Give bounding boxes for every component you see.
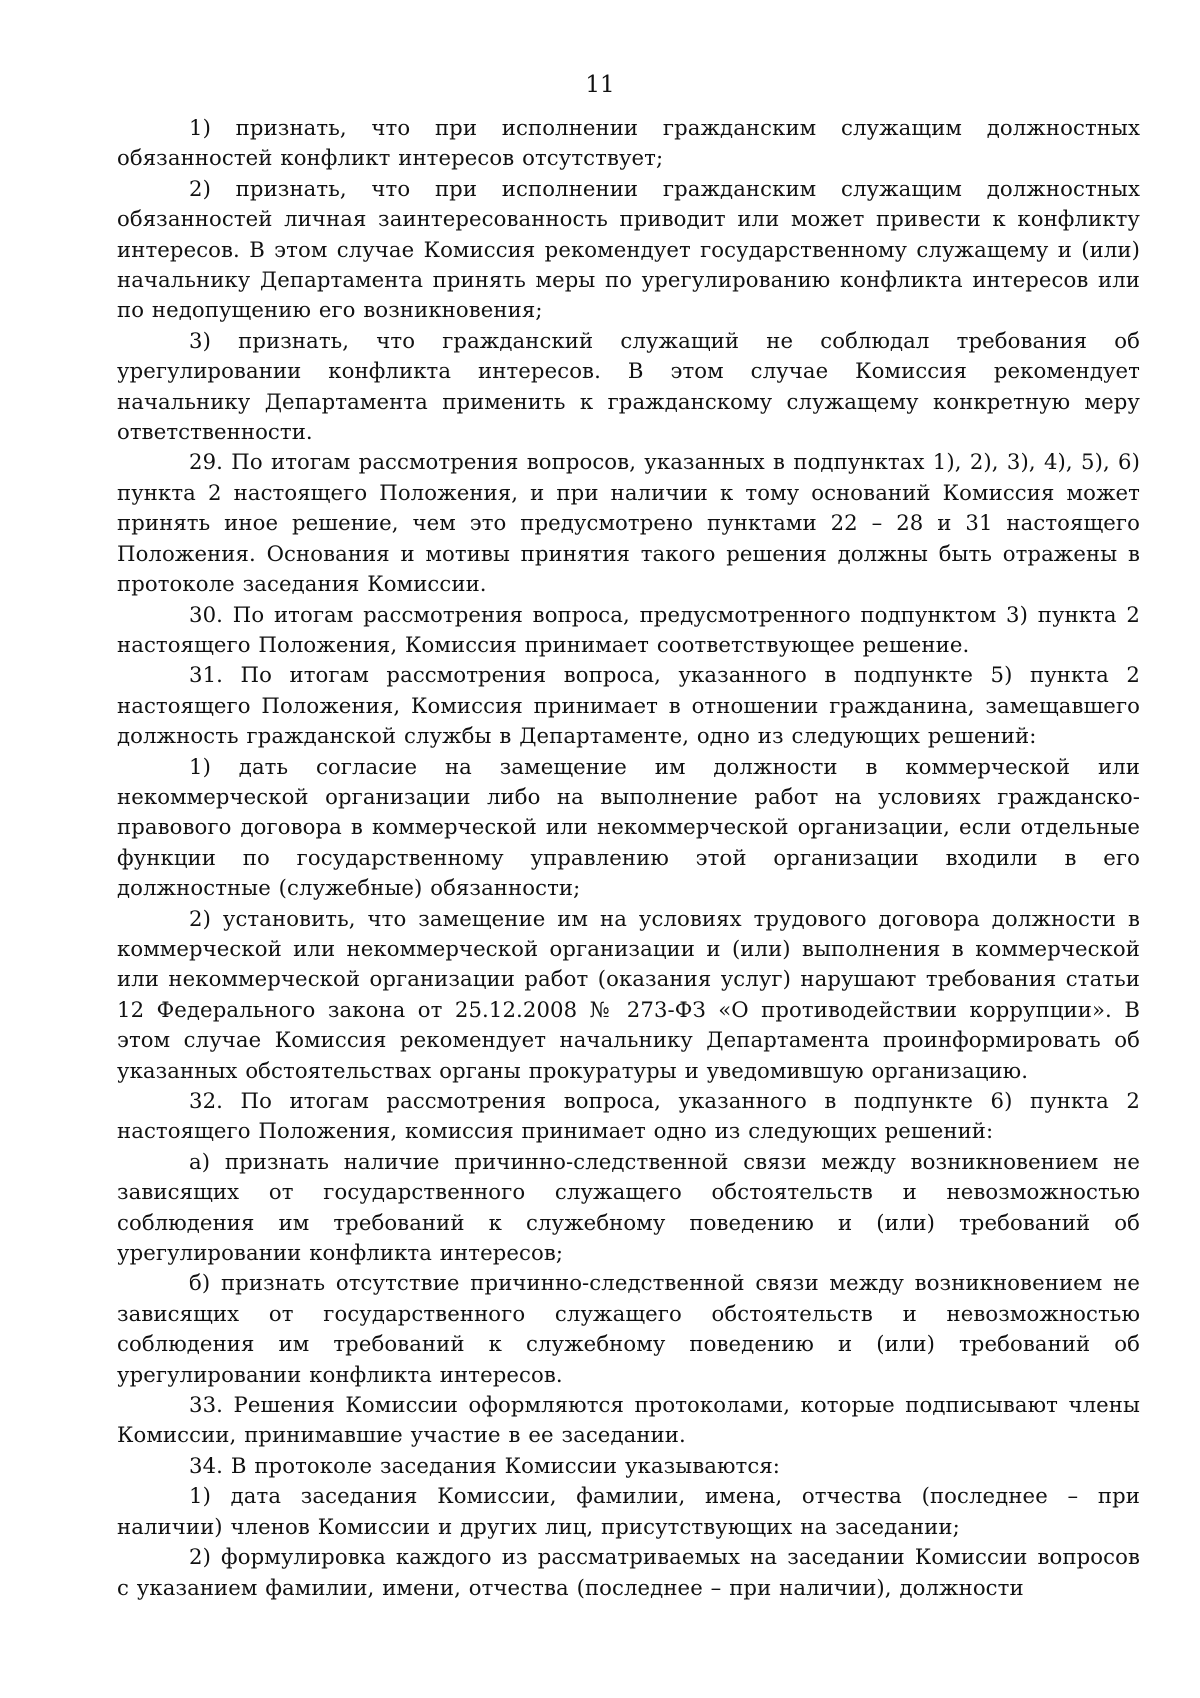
paragraph-31-item-2: 2) установить, что замещение им на условиях трудового договора должности в коммерческой или некоммерческой организации и (или) выполнения в коммерческой или некоммерческой организации работ (оказания услуг) нарушают требования статьи 12 Федерального закона от 25.12.2008 № 273-ФЗ «О противодействии коррупции». В этом случае Комиссия рекомендует начальнику Департамента проинформировать об указанных обстоятельствах органы прокуратуры и уведомившую организацию.: [117, 905, 1140, 1083]
paragraph-item-1-no-conflict: 1) признать, что при исполнении гражданским служащим должностных обязанностей конфликт интересов отсутствует;: [117, 115, 1140, 171]
paragraph-34: 34. В протоколе заседания Комиссии указываются:: [189, 1452, 781, 1478]
paragraph-33: 33. Решения Комиссии оформляются протоколами, которые подписывают члены Комиссии, принимавшие участие в ее заседании.: [117, 1392, 1140, 1448]
document-body: [117, 113, 1140, 1603]
paragraph-30: 30. По итогам рассмотрения вопроса, предусмотренного подпунктом 3) пункта 2 настоящего Положения, Комиссия принимает соответствующее решение.: [117, 601, 1140, 657]
paragraph-31-item-1: 1) дать согласие на замещение им должности в коммерческой или некоммерческой организации либо на выполнение работ на условиях гражданско-правового договора в коммерческой или некоммерческой организации, если отдельные функции по государственному управлению этой организации входили в его должностные (служебные) обязанности;: [117, 753, 1140, 901]
paragraph-item-2-personal-interest: 2) признать, что при исполнении гражданским служащим должностных обязанностей личная заинтересованность приводит или может привести к конфликту интересов. В этом случае Комиссия рекомендует государственному служащему и (или) начальнику Департамента принять меры по урегулированию конфликта интересов или по недопущению его возникновения;: [117, 175, 1140, 323]
paragraph-32-item-a: а) признать наличие причинно-следственной связи между возникновением не зависящих от государственного служащего обстоятельств и невозможностью соблюдения им требований к служебному поведению и (или) требований об урегулировании конфликта интересов;: [117, 1148, 1140, 1266]
paragraph-31: 31. По итогам рассмотрения вопроса, указанного в подпункте 5) пункта 2 настоящего Положения, Комиссия принимает в отношении гражданина, замещавшего должность гражданской службы в Департаменте, одно из следующих решений:: [117, 662, 1140, 749]
paragraph-item-3-violation: 3) признать, что гражданский служащий не соблюдал требования об урегулировании конфликта интересов. В этом случае Комиссия рекомендует начальнику Департамента применить к гражданскому служащему конкретную меру ответственности.: [117, 327, 1140, 445]
paragraph-32-item-b: б) признать отсутствие причинно-следственной связи между возникновением не зависящих от государственного служащего обстоятельств и невозможностью соблюдения им требований к служебному поведению и (или) требований об урегулировании конфликта интересов.: [117, 1270, 1140, 1387]
paragraph-29: 29. По итогам рассмотрения вопросов, указанных в подпунктах 1), 2), 3), 4), 5), 6) пункта 2 настоящего Положения, и при наличии к тому оснований Комиссия может принять иное решение, чем это предусмотрено пунктами 22 – 28 и 31 настоящего Положения. Основания и мотивы принятия такого решения должны быть отражены в протоколе заседания Комиссии.: [117, 449, 1140, 597]
page-number: 11: [585, 72, 615, 98]
paragraph-32: 32. По итогам рассмотрения вопроса, указанного в подпункте 6) пункта 2 настоящего Положения, комиссия принимает одно из следующих решений:: [117, 1088, 1140, 1144]
paragraph-34-item-2: 2) формулировка каждого из рассматриваемых на заседании Комиссии вопросов с указанием фамилии, имени, отчества (последнее – при наличии), должности: [117, 1544, 1140, 1600]
paragraph-34-item-1: 1) дата заседания Комиссии, фамилии, имена, отчества (последнее – при наличии) членов Комиссии и других лиц, присутствующих на заседании;: [117, 1483, 1140, 1539]
